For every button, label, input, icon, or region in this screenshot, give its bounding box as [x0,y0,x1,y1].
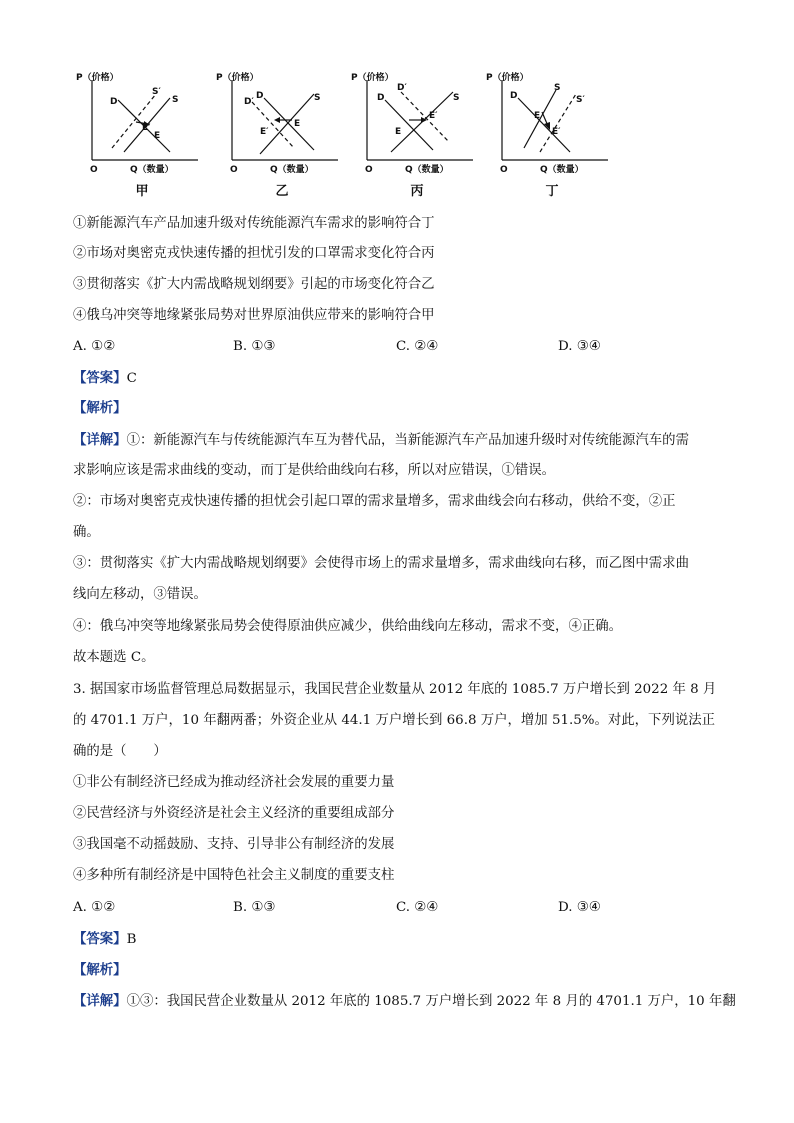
q2-item-3: ③贯彻落实《扩大内需战略规划纲要》引起的市场变化符合乙 [73,277,435,292]
q2-detail-line-3: ②：市场对奥密克戎快速传播的担忧会引起口罩的需求量增多，需求曲线会向右移动，供给不变，②正 [73,494,676,509]
svg-text:D: D [377,93,385,103]
figure-bing-graph [345,68,475,178]
q2-option-c: C. ②④ [396,339,439,354]
q3-item-3: ③我国毫不动摇鼓励、支持、引导非公有制经济的发展 [73,837,395,852]
svg-text:D: D [510,91,518,101]
svg-text:E: E [395,127,402,137]
svg-text:Q（数量）: Q（数量） [540,165,584,175]
svg-text:E′: E′ [142,123,151,133]
svg-text:E′: E′ [552,127,561,137]
svg-text:E′: E′ [260,127,269,137]
svg-text:E: E [294,119,301,129]
q3-item-4: ④多种所有制经济是中国特色社会主义制度的重要支柱 [73,868,395,883]
q2-detail-line-1: 【详解】①：新能源汽车与传统能源汽车互为替代品，当新能源汽车产品加速升级时对传统能源汽车的需 [73,432,689,448]
figure-ding-graph [480,68,620,178]
origin-label: O [90,165,98,175]
figure-bing: P（价格） Q（数量） O D D′ S E E′ 丙 [345,68,475,182]
q3-item-1: ①非公有制经济已经成为推动经济社会发展的重要力量 [73,775,395,790]
q3-stem-line-2: 的 4701.1 万户，10 年翻两番；外资企业从 44.1 万户增长到 66.8 万户，增加 51.5%。对此，下列说法正 [73,713,716,728]
q3-option-b: B. ①③ [233,900,276,915]
q2-answer: 【答案】C [73,370,137,386]
q3-answer: 【答案】B [73,931,137,947]
svg-text:S: S [453,93,460,103]
q2-item-2: ②市场对奥密克戎快速传播的担忧引发的口罩需求变化符合丙 [73,246,435,261]
figure-yi: P（价格） Q（数量） O D D′ S E E′ 乙 [210,68,340,182]
q3-analysis-label: 【解析】 [73,962,127,978]
svg-text:S′: S′ [152,87,161,97]
q3-stem-line-3: 确的是（ ） [73,744,167,759]
q2-detail-line-8: 故本题选 C。 [73,650,155,665]
svg-text:S: S [172,95,179,105]
svg-text:E: E [154,131,161,141]
q2-item-4: ④俄乌冲突等地缘紧张局势对世界原油供应带来的影响符合甲 [73,308,435,323]
q2-analysis-label: 【解析】 [73,400,127,416]
q2-option-a: A. ①② [73,339,116,354]
svg-text:D: D [110,97,118,107]
svg-text:Q（数量）: Q（数量） [405,165,449,175]
supply-curve-shifted [540,94,576,152]
q2-item-1: ①新能源汽车产品加速升级对传统能源汽车需求的影响符合丁 [73,216,435,231]
q3-option-d: D. ③④ [558,900,601,915]
figure-caption: 甲 [135,184,149,199]
supply-demand-figures [70,68,630,198]
demand-curve-shifted [401,92,449,142]
svg-text:O: O [230,165,238,175]
q3-option-c: C. ②④ [396,900,439,915]
q3-stem-line-1: 3. 据国家市场监督管理总局数据显示，我国民营企业数量从 2012 年底的 1085.7 万户增长到 2022 年 8 月 [73,682,717,697]
svg-text:S: S [554,83,561,93]
demand-curve-shifted [252,102,294,148]
x-axis-label: Q（数量） [130,165,174,175]
q2-detail-line-6: 线向左移动，③错误。 [73,587,207,602]
demand-curve [385,100,433,150]
q2-detail-line-7: ④：俄乌冲突等地缘紧张局势会使得原油供应减少，供给曲线向左移动，需求不变，④正确。 [73,619,623,634]
y-axis-label: P（价格） [76,73,119,83]
figure-ding: P（价格） Q（数量） O D S S′ E E′ 丁 [480,68,620,182]
svg-text:P（价格）: P（价格） [486,73,529,83]
q2-detail-line-2: 求影响应该是需求曲线的变动，而丁是供给曲线向右移，所以对应错误，①错误。 [73,463,556,478]
q3-detail-line-1: 【详解】①③：我国民营企业数量从 2012 年底的 1085.7 万户增长到 2022 年 8 月的 4701.1 万户，10 年翻 [73,993,736,1009]
svg-text:E′: E′ [429,111,438,121]
svg-text:O: O [365,165,373,175]
q2-option-d: D. ③④ [558,339,601,354]
figure-jia [70,68,200,199]
q2-option-b: B. ①③ [233,339,276,354]
svg-text:E: E [534,111,541,121]
svg-text:P（价格）: P（价格） [216,73,259,83]
q3-item-2: ②民营经济与外资经济是社会主义经济的重要组成部分 [73,806,395,821]
svg-text:D′: D′ [244,97,254,107]
svg-text:Q（数量）: Q（数量） [270,165,314,175]
svg-text:D: D [256,91,264,101]
svg-text:P（价格）: P（价格） [351,73,394,83]
q2-detail-line-5: ③：贯彻落实《扩大内需战略规划纲要》会使得市场上的需求量增多，需求曲线向右移，而乙图中需求曲 [73,556,689,571]
figure-yi-graph [210,68,340,178]
svg-text:O: O [500,165,508,175]
svg-text:S′: S′ [576,95,585,105]
svg-text:D′: D′ [397,83,407,93]
q2-detail-line-4: 确。 [73,525,100,540]
q3-option-a: A. ①② [73,900,116,915]
svg-text:S: S [314,93,321,103]
figure-jia-graph [70,68,200,178]
